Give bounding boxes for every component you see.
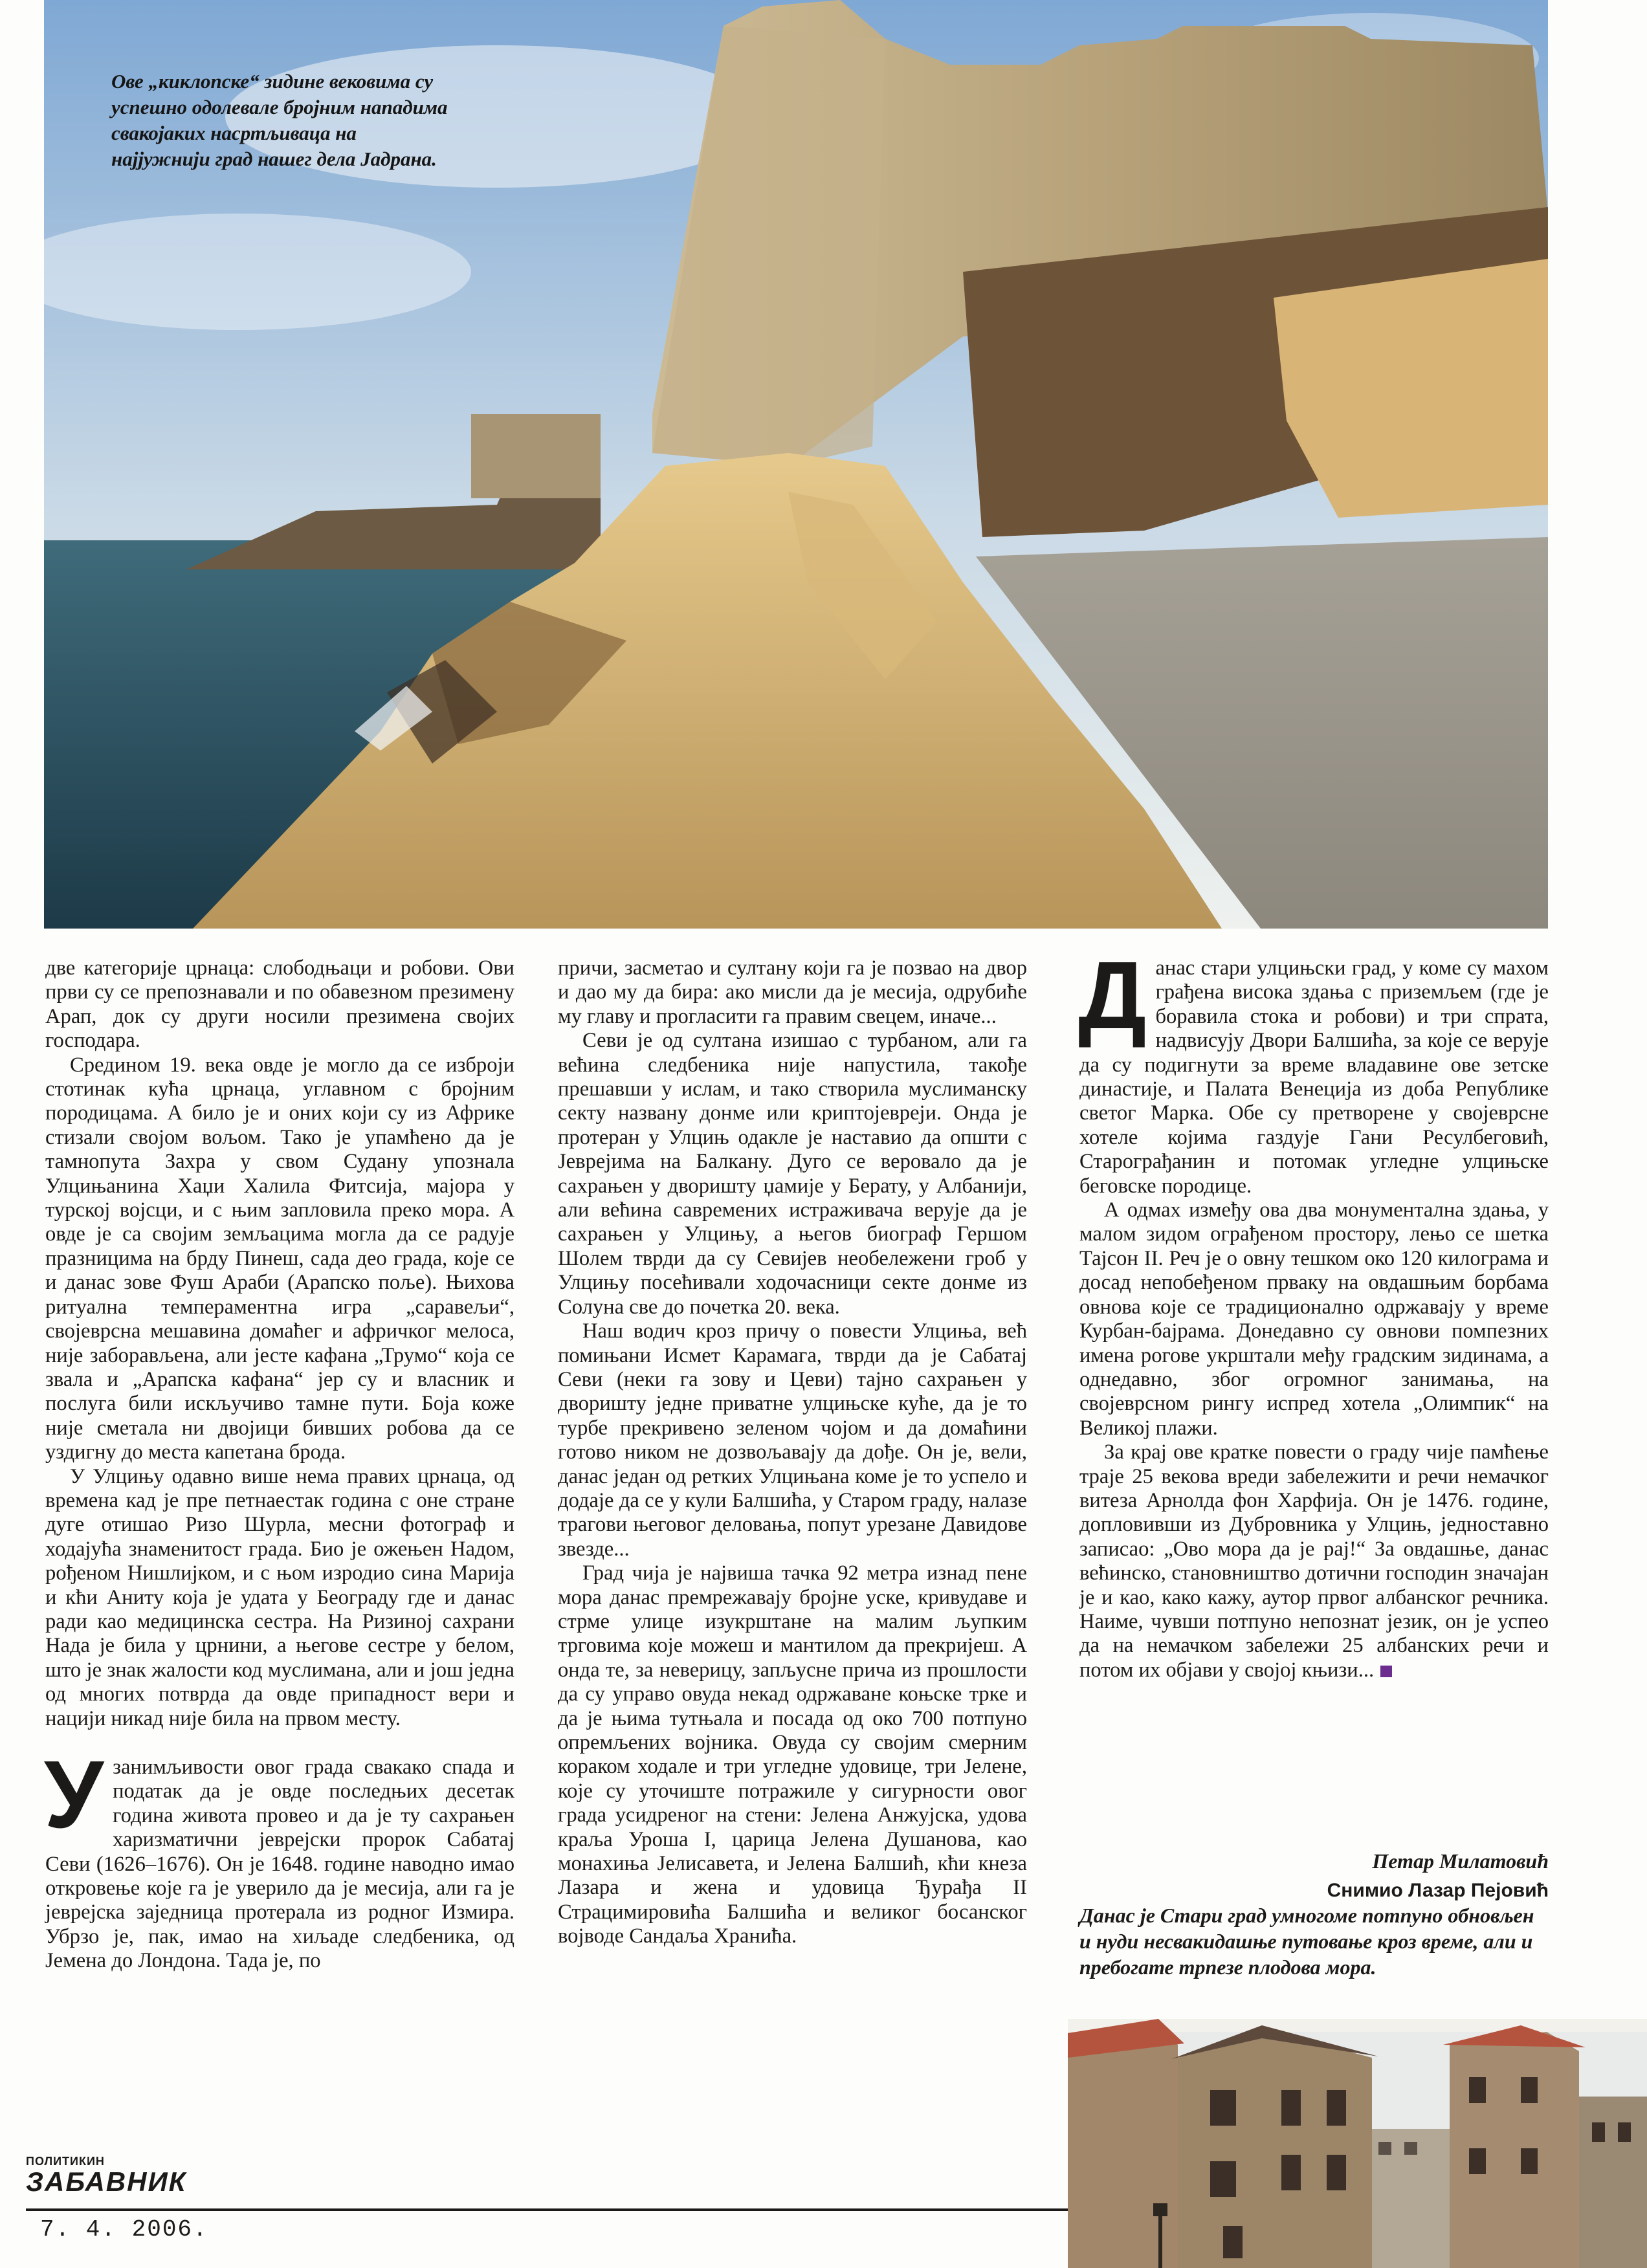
paragraph: А одмах између ова два монументална здања, у малом зидом ограђеном простору, лењо се шетка Тајсон II. Реч је о овну тешком око 120 килограма и досад непобеђеном прваку на овдашњим борбама овнова које се традиционално одржавају у време Курбан-бајрама. Донедавно су овнови помпезних имена рогове укрштали међу градским зидинама, а однедавно, због огромног занимања, на својеврсном рингу испред хотела „Олимпик“ на Великој плажи. [1079, 1198, 1549, 1440]
footer-divider [26, 2208, 1068, 2211]
article-column-3 [1078, 942, 1549, 1682]
paragraph: У Улцињу одавно више нема правих црнаца, од времена кад је пре петнаестак година с оне стране дуге отишао Ризо Шурла, месни фотограф и ходајућа знаменитост града. Био је ожењен Надом, рођеном Нишлијком, и с њом изродио сина Марија и кћи Аниту која је удата у Београду где и данас ради као медицинска сестра. На Ризиној сахрани Нада је била у црнини, а његове сестре у белом, што је знак жалости код муслимана, али и још једна од многих потврда да овде припадност вери и нацији никад није била на првом месту. [45, 1464, 514, 1730]
old-town-photo [1068, 2019, 1647, 2268]
signature-block [1079, 1846, 1549, 1906]
paragraph: причи, засметао и султану који га је позвао на двор и дао му да бира: ако мисли да је месија, одрубиће му главу и прогласити га правим свецем, иначе... [558, 956, 1027, 1028]
photo-caption-bottom: Данас је Стари град умногоме потпуно обновљен и нуди несвакидашње путовање кроз време, али и пребогате трпезе плодова мора. [1079, 1904, 1534, 1979]
photographer-credit: Снимио Лазар Пејовић [1327, 1880, 1549, 1901]
issue-date: 7. 4. 2006. [40, 2216, 208, 2243]
end-mark-square-icon [1380, 1666, 1392, 1677]
paragraph-text: За крај ове кратке повести о граду чије памћење траје 25 векова вреди забележити и речи немачког витеза Арнолда фон Харфија. Он је 1476. године, допловивши из Дубровника у Улцињ, једноставно записао: „Ово мора да је рај!“ За овдашње, данас већинско, становништво дотични господин значајан је и као, како кажу, аутор првог албанског речника. Наиме, чувши потпуно непознат језик, он је успео да на немачком забележи 25 албанских речи и потом их објави у својој књизи... [1079, 1440, 1549, 1682]
author-name: Петар Милатовић [1372, 1849, 1549, 1873]
paragraph-dropcap [1078, 942, 1549, 1198]
dropcap-letter: У [44, 1741, 104, 1848]
masthead-title: ЗАБАВНИК [26, 2166, 187, 2197]
article-column-2 [558, 956, 1027, 1949]
dropcap-letter: Д [1078, 942, 1147, 1049]
masthead-top: ПОЛИТИКИН [26, 2155, 105, 2168]
paragraph: Наш водич кроз причу о повести Улциња, већ помињани Исмет Карамага, тврди да је Сабатај Севи (неки га зову и Цеви) тајно сахрањен у дворишту једне приватне улцињске куће, да је то турбе прекривено зеленом чојом и да домаћини готово ником не дозвољавају да дође. Он је, вели, данас један од ретких Улцињана коме је то успело и додаје да се у кули Балшића, у Старом граду, налазе трагови његовог деловања, попут урезане Давидове звезде... [558, 1319, 1027, 1561]
paragraph: Средином 19. века овде је могло да се изброји стотинак кућа црнаца, углавном с бројним породицама. А било је и оних који су из Африке стизали својом вољом. Тако је упамћено да је тамнопута Захра у свом Судану упознала Улцињанина Хаџи Халила Фитсија, мајора у турској војсци, и с њим запловила преко мора. А овде је са својим земљацима могла да се радује празницима на брду Пинеш, сада део града, које се и данас зове Фуш Араби (Арапско поље). Њихова ритуална темпераментна игра „саравељи“, својеврсна мешавина домаћег и афричког мелоса, није заборављена, али јесте кафана „Трумо“ која се звала и „Арапска кафана“ јер су и власник и послуга били искључиво тамне пути. Боја коже није сметала ни двојици бивших робова да се уздигну до места капетана брода. [45, 1053, 514, 1464]
paragraph-text: анас стари улцињски град, у коме су махом грађена висока здања с приземљем (где је боравила стока и робови) и три спрата, надвисују Двори Балшића, за које се верује да су подигнути за време владавине ове зетске династије, и Палата Венеција из доба Републике светог Марка. Обе су претворене у својеврсне хотеле којима газдује Гани Ресулбеговић, Старограђанин и потомак угледне улцињске беговске породице. [1079, 956, 1549, 1198]
paragraph: две категорије црнаца: слободњаци и робови. Ови први су се препознавали и по обавезном презимену Арап, док су други носили презимена својих господара. [45, 956, 514, 1053]
paragraph-dropcap [44, 1741, 514, 1974]
article-column-1 [45, 956, 514, 1974]
paragraph-text: занимљивости овог града свакако спада и податак да је овде последњих десетак година живота провео и да је ту сахрањен харизматични јеврејски пророк Сабатај Севи (1626–1676). Он је 1648. године наводно имао откровење које га је уверило да је месија, али га је јеврејска заједница протерала из родног Измира. Убрзо је, пак, имао на хиљаде следбеника, од Јемена до Лондона. Тада је, по [45, 1756, 514, 1973]
paragraph [1079, 1440, 1549, 1682]
paragraph: Град чија је највиша тачка 92 метра изнад пене мора данас премрежавају бројне уске, кривудаве и стрме улице изукрштане на малим љупким трговима које можеш и мантилом да прекријеш. А онда те, за неверицу, запљусне прича из прошлости да су управо овуда некад одржаване коњске трке и да је њима тутњала и посада од око 700 потпуно опремљених војника. Овуда су својим смерним кораком ходале и три угледне удовице, три Јелене, које су уточиште потражиле у сигурности овог града усидреног на стени: Јелена Анжујска, удова краља Уроша I, царица Јелена Душанова, као монахиња Јелисавета, и Јелена Балшић, кћи кнеза Лазара и жена и удовица Ђурађа II Страцимировића Балшића и великог босанског војводе Сандаља Хранића. [558, 1561, 1027, 1948]
photo-caption-top: Ове „киклопске“ зидине вековима су успешно одолевале бројним нападима свакојаких насртљиваца на најјужнији град нашег дела Јадрана. [111, 70, 448, 170]
paragraph: Севи је од султана изишао с турбаном, али га већина следбеника није напустила, такође прешавши у ислам, и тако створила муслиманску секту названу донме или криптојевреји. Онда је протеран у Улцињ одакле је наставио да општи с Јеврејима на Балкану. Дуго се веровало да је сахрањен у дворишту џамије у Берату, у Албанији, али већина савремених истраживача верује да је сахрањен у Улцињу, а његов биограф Гершом Шолем тврди да су Севијев необележени гроб у Улцињу посећивали ходочасници секте донме из Солуна све до почетка 20. века. [558, 1029, 1027, 1319]
magazine-masthead [26, 2155, 220, 2196]
